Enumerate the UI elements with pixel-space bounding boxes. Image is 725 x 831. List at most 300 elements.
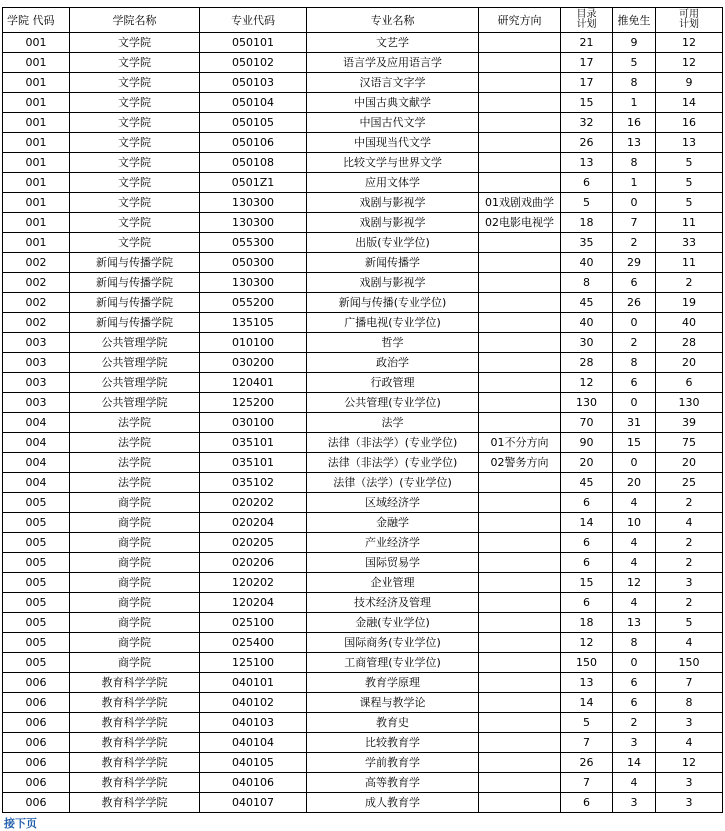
cell-direction: [479, 53, 561, 73]
cell-major-code: 030100: [200, 413, 307, 433]
cell-exempt: 8: [613, 353, 656, 373]
cell-college-code: 001: [3, 73, 70, 93]
header-college-code: 学院 代码: [3, 8, 70, 33]
cell-exempt: 8: [613, 153, 656, 173]
cell-college-code: 002: [3, 313, 70, 333]
cell-available-plan: 14: [656, 93, 723, 113]
cell-exempt: 4: [613, 493, 656, 513]
cell-available-plan: 33: [656, 233, 723, 253]
cell-exempt: 0: [613, 453, 656, 473]
cell-major-code: 055300: [200, 233, 307, 253]
cell-college-name: 文学院: [70, 53, 200, 73]
cell-college-code: 001: [3, 113, 70, 133]
cell-major-name: 金融(专业学位): [307, 613, 479, 633]
cell-catalog-plan: 6: [561, 793, 613, 813]
cell-available-plan: 5: [656, 173, 723, 193]
cell-college-code: 006: [3, 673, 70, 693]
cell-catalog-plan: 90: [561, 433, 613, 453]
cell-college-code: 005: [3, 573, 70, 593]
cell-available-plan: 28: [656, 333, 723, 353]
table-row: [3, 73, 723, 93]
cell-direction: [479, 673, 561, 693]
cell-major-code: 040104: [200, 733, 307, 753]
cell-college-code: 004: [3, 453, 70, 473]
cell-college-code: 001: [3, 33, 70, 53]
table-row: [3, 53, 723, 73]
cell-available-plan: 3: [656, 713, 723, 733]
cell-catalog-plan: 6: [561, 553, 613, 573]
cell-major-name: 比较文学与世界文学: [307, 153, 479, 173]
cell-catalog-plan: 40: [561, 253, 613, 273]
cell-exempt: 4: [613, 553, 656, 573]
table-row: [3, 413, 723, 433]
cell-college-code: 005: [3, 513, 70, 533]
cell-major-code: 040102: [200, 693, 307, 713]
cell-catalog-plan: 12: [561, 373, 613, 393]
cell-major-code: 020205: [200, 533, 307, 553]
cell-college-name: 教育科学学院: [70, 773, 200, 793]
cell-direction: [479, 513, 561, 533]
cell-major-code: 120202: [200, 573, 307, 593]
cell-major-name: 公共管理(专业学位): [307, 393, 479, 413]
header-available-plan-line1: 可用: [679, 9, 699, 20]
cell-college-name: 法学院: [70, 413, 200, 433]
cell-direction: [479, 613, 561, 633]
cell-college-code: 005: [3, 593, 70, 613]
cell-college-name: 文学院: [70, 153, 200, 173]
table-row: [3, 773, 723, 793]
cell-college-name: 公共管理学院: [70, 373, 200, 393]
header-catalog-plan-line1: 目录: [576, 9, 597, 20]
cell-major-name: 戏剧与影视学: [307, 273, 479, 293]
cell-exempt: 2: [613, 233, 656, 253]
cell-major-code: 050108: [200, 153, 307, 173]
cell-major-code: 050102: [200, 53, 307, 73]
cell-catalog-plan: 35: [561, 233, 613, 253]
cell-major-code: 040105: [200, 753, 307, 773]
cell-exempt: 13: [613, 133, 656, 153]
cell-direction: [479, 573, 561, 593]
cell-exempt: 8: [613, 73, 656, 93]
cell-major-code: 035101: [200, 453, 307, 473]
next-page-link[interactable]: 接下页: [4, 817, 37, 830]
cell-exempt: 9: [613, 33, 656, 53]
cell-college-name: 文学院: [70, 173, 200, 193]
header-row: [3, 8, 723, 33]
cell-available-plan: 4: [656, 733, 723, 753]
cell-available-plan: 5: [656, 193, 723, 213]
header-direction: 研究方向: [479, 8, 561, 33]
cell-college-code: 006: [3, 713, 70, 733]
table-row: [3, 553, 723, 573]
cell-college-code: 005: [3, 533, 70, 553]
cell-available-plan: 39: [656, 413, 723, 433]
cell-major-code: 0501Z1: [200, 173, 307, 193]
table-row: [3, 253, 723, 273]
cell-exempt: 10: [613, 513, 656, 533]
cell-exempt: 20: [613, 473, 656, 493]
cell-major-code: 120401: [200, 373, 307, 393]
cell-college-name: 商学院: [70, 653, 200, 673]
cell-major-name: 技术经济及管理: [307, 593, 479, 613]
cell-catalog-plan: 28: [561, 353, 613, 373]
cell-catalog-plan: 13: [561, 153, 613, 173]
table-row: [3, 353, 723, 373]
cell-catalog-plan: 15: [561, 573, 613, 593]
cell-college-name: 商学院: [70, 593, 200, 613]
cell-college-name: 新闻与传播学院: [70, 273, 200, 293]
cell-direction: [479, 473, 561, 493]
cell-direction: [479, 73, 561, 93]
cell-major-name: 教育学原理: [307, 673, 479, 693]
cell-major-code: 010100: [200, 333, 307, 353]
header-available-plan-line2: 计划: [679, 19, 699, 30]
header-college-name: 学院名称: [70, 8, 200, 33]
cell-exempt: 0: [613, 193, 656, 213]
cell-available-plan: 4: [656, 633, 723, 653]
cell-college-code: 005: [3, 613, 70, 633]
cell-exempt: 16: [613, 113, 656, 133]
cell-exempt: 14: [613, 753, 656, 773]
cell-major-name: 中国现当代文学: [307, 133, 479, 153]
cell-available-plan: 12: [656, 753, 723, 773]
cell-major-name: 教育史: [307, 713, 479, 733]
cell-college-code: 006: [3, 733, 70, 753]
cell-available-plan: 2: [656, 493, 723, 513]
cell-college-name: 教育科学学院: [70, 793, 200, 813]
cell-college-code: 003: [3, 333, 70, 353]
cell-college-name: 新闻与传播学院: [70, 313, 200, 333]
table-row: [3, 453, 723, 473]
cell-exempt: 6: [613, 693, 656, 713]
cell-direction: [479, 773, 561, 793]
cell-college-name: 法学院: [70, 433, 200, 453]
cell-college-code: 002: [3, 293, 70, 313]
table-row: [3, 473, 723, 493]
cell-exempt: 13: [613, 613, 656, 633]
cell-college-code: 002: [3, 273, 70, 293]
table-row: [3, 373, 723, 393]
cell-direction: [479, 533, 561, 553]
cell-major-code: 040103: [200, 713, 307, 733]
cell-available-plan: 40: [656, 313, 723, 333]
cell-major-name: 学前教育学: [307, 753, 479, 773]
table-row: [3, 673, 723, 693]
table-row: [3, 573, 723, 593]
cell-available-plan: 12: [656, 33, 723, 53]
cell-major-code: 030200: [200, 353, 307, 373]
cell-major-name: 新闻传播学: [307, 253, 479, 273]
cell-available-plan: 7: [656, 673, 723, 693]
header-catalog-plan: [561, 8, 613, 33]
cell-direction: [479, 113, 561, 133]
header-major-name: 专业名称: [307, 8, 479, 33]
cell-exempt: 29: [613, 253, 656, 273]
cell-major-code: 020204: [200, 513, 307, 533]
cell-catalog-plan: 150: [561, 653, 613, 673]
cell-college-code: 006: [3, 753, 70, 773]
cell-available-plan: 16: [656, 113, 723, 133]
cell-catalog-plan: 21: [561, 33, 613, 53]
cell-direction: [479, 753, 561, 773]
cell-direction: [479, 793, 561, 813]
cell-college-code: 005: [3, 633, 70, 653]
cell-major-code: 050101: [200, 33, 307, 53]
cell-direction: [479, 733, 561, 753]
cell-available-plan: 20: [656, 453, 723, 473]
table-row: [3, 153, 723, 173]
cell-available-plan: 3: [656, 773, 723, 793]
cell-catalog-plan: 6: [561, 493, 613, 513]
cell-exempt: 2: [613, 713, 656, 733]
cell-college-code: 001: [3, 133, 70, 153]
cell-college-name: 商学院: [70, 633, 200, 653]
cell-catalog-plan: 12: [561, 633, 613, 653]
cell-college-name: 商学院: [70, 493, 200, 513]
cell-college-name: 教育科学学院: [70, 753, 200, 773]
cell-catalog-plan: 45: [561, 293, 613, 313]
admission-plan-table: [2, 7, 723, 813]
cell-major-code: 035102: [200, 473, 307, 493]
cell-catalog-plan: 17: [561, 53, 613, 73]
table-row: [3, 593, 723, 613]
table-row: [3, 433, 723, 453]
cell-major-code: 050104: [200, 93, 307, 113]
cell-major-name: 产业经济学: [307, 533, 479, 553]
cell-direction: [479, 653, 561, 673]
cell-direction: [479, 553, 561, 573]
cell-available-plan: 8: [656, 693, 723, 713]
table-row: [3, 313, 723, 333]
cell-college-code: 004: [3, 413, 70, 433]
cell-available-plan: 2: [656, 533, 723, 553]
cell-direction: [479, 33, 561, 53]
cell-catalog-plan: 26: [561, 753, 613, 773]
cell-college-code: 002: [3, 253, 70, 273]
cell-catalog-plan: 32: [561, 113, 613, 133]
cell-exempt: 8: [613, 633, 656, 653]
cell-major-code: 050105: [200, 113, 307, 133]
cell-available-plan: 130: [656, 393, 723, 413]
cell-direction: 02电影电视学: [479, 213, 561, 233]
cell-available-plan: 5: [656, 153, 723, 173]
cell-available-plan: 9: [656, 73, 723, 93]
cell-exempt: 26: [613, 293, 656, 313]
table-row: [3, 233, 723, 253]
cell-major-name: 政治学: [307, 353, 479, 373]
cell-major-name: 广播电视(专业学位): [307, 313, 479, 333]
cell-exempt: 4: [613, 533, 656, 553]
cell-college-name: 法学院: [70, 473, 200, 493]
cell-exempt: 6: [613, 273, 656, 293]
cell-catalog-plan: 7: [561, 733, 613, 753]
cell-college-name: 教育科学学院: [70, 673, 200, 693]
cell-major-name: 法学: [307, 413, 479, 433]
cell-major-code: 050300: [200, 253, 307, 273]
cell-college-name: 文学院: [70, 213, 200, 233]
cell-college-code: 001: [3, 193, 70, 213]
cell-major-code: 125200: [200, 393, 307, 413]
cell-available-plan: 20: [656, 353, 723, 373]
table-row: [3, 33, 723, 53]
cell-college-code: 001: [3, 233, 70, 253]
cell-catalog-plan: 70: [561, 413, 613, 433]
cell-college-code: 004: [3, 433, 70, 453]
cell-college-code: 006: [3, 793, 70, 813]
cell-college-code: 004: [3, 473, 70, 493]
cell-college-name: 商学院: [70, 573, 200, 593]
cell-major-name: 国际商务(专业学位): [307, 633, 479, 653]
cell-major-name: 高等教育学: [307, 773, 479, 793]
table-row: [3, 753, 723, 773]
cell-major-code: 135105: [200, 313, 307, 333]
cell-college-name: 文学院: [70, 193, 200, 213]
cell-available-plan: 150: [656, 653, 723, 673]
cell-catalog-plan: 13: [561, 673, 613, 693]
cell-college-code: 006: [3, 773, 70, 793]
cell-college-name: 文学院: [70, 233, 200, 253]
cell-major-name: 比较教育学: [307, 733, 479, 753]
cell-available-plan: 13: [656, 133, 723, 153]
cell-college-code: 001: [3, 93, 70, 113]
cell-direction: [479, 153, 561, 173]
cell-major-code: 130300: [200, 193, 307, 213]
cell-major-code: 040107: [200, 793, 307, 813]
cell-exempt: 0: [613, 393, 656, 413]
cell-catalog-plan: 6: [561, 173, 613, 193]
cell-major-code: 035101: [200, 433, 307, 453]
cell-direction: [479, 273, 561, 293]
cell-major-code: 040106: [200, 773, 307, 793]
cell-major-code: 050103: [200, 73, 307, 93]
cell-direction: [479, 293, 561, 313]
cell-available-plan: 25: [656, 473, 723, 493]
table-row: [3, 93, 723, 113]
table-row: [3, 653, 723, 673]
table-row: [3, 613, 723, 633]
cell-college-name: 商学院: [70, 613, 200, 633]
cell-major-name: 企业管理: [307, 573, 479, 593]
cell-exempt: 2: [613, 333, 656, 353]
cell-major-code: 040101: [200, 673, 307, 693]
cell-direction: [479, 393, 561, 413]
table-row: [3, 293, 723, 313]
header-catalog-plan-line2: 计划: [576, 19, 597, 30]
cell-catalog-plan: 14: [561, 693, 613, 713]
cell-direction: [479, 173, 561, 193]
cell-available-plan: 2: [656, 273, 723, 293]
cell-available-plan: 2: [656, 593, 723, 613]
cell-catalog-plan: 6: [561, 533, 613, 553]
cell-major-name: 法律（非法学）(专业学位): [307, 453, 479, 473]
cell-major-name: 课程与教学论: [307, 693, 479, 713]
cell-major-code: 025400: [200, 633, 307, 653]
table-row: [3, 493, 723, 513]
cell-direction: [479, 493, 561, 513]
table-body: [3, 33, 723, 813]
cell-available-plan: 4: [656, 513, 723, 533]
cell-exempt: 7: [613, 213, 656, 233]
header-major-code: 专业代码: [200, 8, 307, 33]
cell-major-code: 020202: [200, 493, 307, 513]
cell-catalog-plan: 5: [561, 713, 613, 733]
cell-major-name: 区域经济学: [307, 493, 479, 513]
cell-catalog-plan: 14: [561, 513, 613, 533]
cell-available-plan: 11: [656, 253, 723, 273]
table-row: [3, 713, 723, 733]
cell-catalog-plan: 30: [561, 333, 613, 353]
cell-catalog-plan: 45: [561, 473, 613, 493]
cell-major-name: 国际贸易学: [307, 553, 479, 573]
cell-exempt: 15: [613, 433, 656, 453]
cell-major-name: 中国古典文献学: [307, 93, 479, 113]
table-row: [3, 793, 723, 813]
cell-direction: 01戏剧戏曲学: [479, 193, 561, 213]
cell-major-name: 成人教育学: [307, 793, 479, 813]
cell-exempt: 0: [613, 653, 656, 673]
cell-direction: [479, 313, 561, 333]
cell-college-name: 文学院: [70, 93, 200, 113]
cell-catalog-plan: 18: [561, 613, 613, 633]
cell-exempt: 6: [613, 673, 656, 693]
cell-college-code: 003: [3, 393, 70, 413]
cell-college-name: 商学院: [70, 533, 200, 553]
table-row: [3, 113, 723, 133]
cell-major-name: 文艺学: [307, 33, 479, 53]
cell-available-plan: 11: [656, 213, 723, 233]
cell-major-code: 050106: [200, 133, 307, 153]
cell-major-code: 130300: [200, 273, 307, 293]
cell-exempt: 0: [613, 313, 656, 333]
cell-catalog-plan: 130: [561, 393, 613, 413]
cell-available-plan: 5: [656, 613, 723, 633]
cell-college-name: 法学院: [70, 453, 200, 473]
cell-college-code: 001: [3, 173, 70, 193]
cell-college-name: 文学院: [70, 133, 200, 153]
cell-college-name: 文学院: [70, 73, 200, 93]
table-row: [3, 193, 723, 213]
cell-direction: [479, 233, 561, 253]
cell-college-name: 文学院: [70, 113, 200, 133]
cell-college-name: 公共管理学院: [70, 353, 200, 373]
cell-exempt: 12: [613, 573, 656, 593]
cell-catalog-plan: 8: [561, 273, 613, 293]
table-header: [3, 8, 723, 33]
cell-major-name: 新闻与传播(专业学位): [307, 293, 479, 313]
cell-major-code: 055200: [200, 293, 307, 313]
cell-major-code: 020206: [200, 553, 307, 573]
cell-direction: 01不分方向: [479, 433, 561, 453]
cell-college-name: 教育科学学院: [70, 733, 200, 753]
cell-college-name: 公共管理学院: [70, 333, 200, 353]
cell-college-name: 商学院: [70, 553, 200, 573]
cell-catalog-plan: 40: [561, 313, 613, 333]
cell-available-plan: 75: [656, 433, 723, 453]
cell-major-name: 戏剧与影视学: [307, 213, 479, 233]
cell-direction: [479, 333, 561, 353]
cell-exempt: 3: [613, 733, 656, 753]
cell-major-name: 行政管理: [307, 373, 479, 393]
cell-major-code: 130300: [200, 213, 307, 233]
cell-direction: [479, 593, 561, 613]
cell-exempt: 1: [613, 93, 656, 113]
cell-college-code: 005: [3, 493, 70, 513]
cell-major-name: 戏剧与影视学: [307, 193, 479, 213]
cell-catalog-plan: 15: [561, 93, 613, 113]
cell-major-code: 120204: [200, 593, 307, 613]
cell-major-name: 法律（法学）(专业学位): [307, 473, 479, 493]
table-row: [3, 533, 723, 553]
